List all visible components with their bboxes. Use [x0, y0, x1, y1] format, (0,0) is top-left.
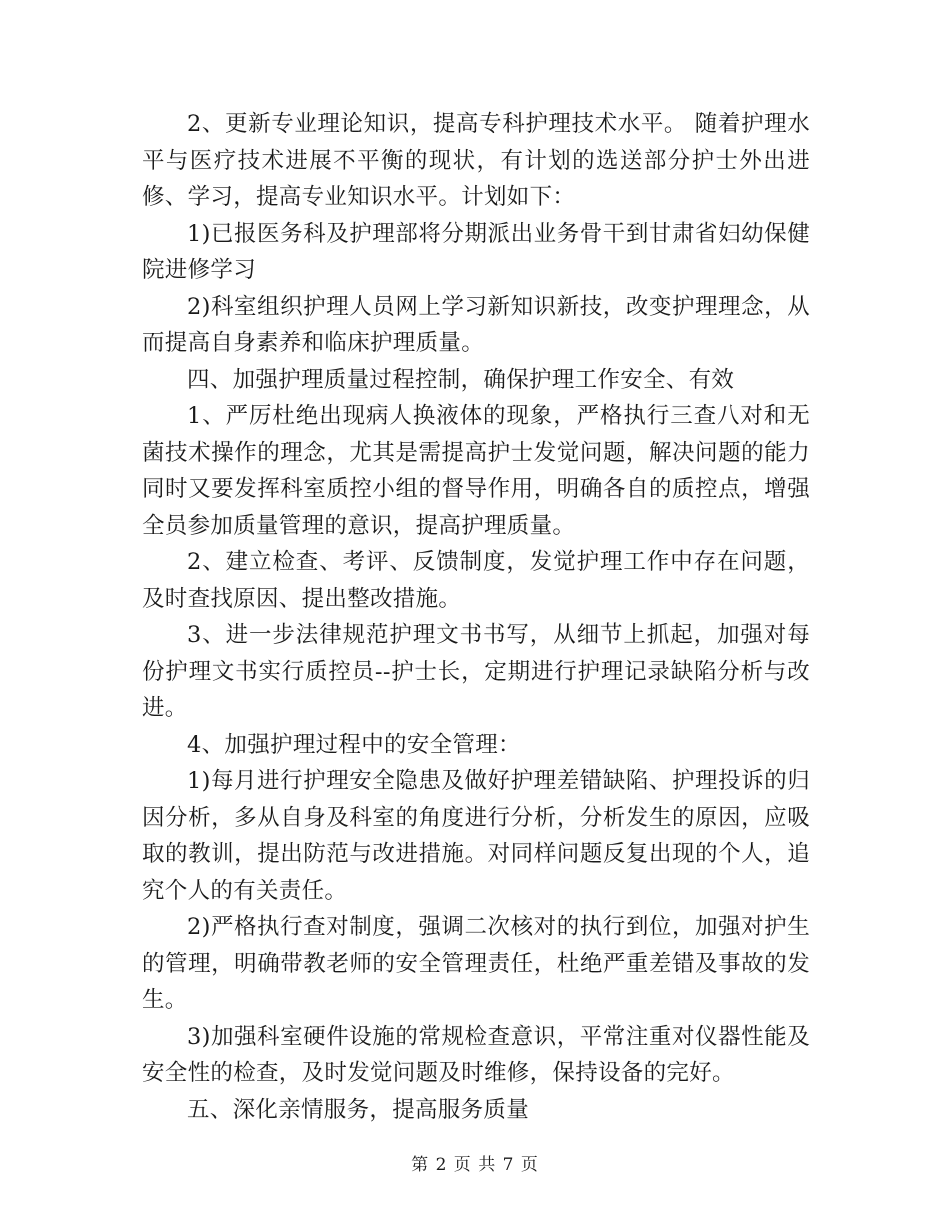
paragraph-plan-item-1: 1)已报医务科及护理部将分期派出业务骨干到甘肃省妇幼保健院进修学习 — [142, 220, 810, 283]
section-heading-quality-control: 四、加强护理质量过程控制，确保护理工作安全、有效 — [187, 366, 735, 393]
paragraph-safety-item-3: 3)加强科室硬件设施的常规检查意识，平常注重对仪器性能及安全性的检查，及时发觉问题及时维修，保持设备的完好。 — [142, 1023, 810, 1086]
paragraph-safety-item-1: 1)每月进行护理安全隐患及做好护理差错缺陷、护理投诉的归因分析，多从自身及科室的角度进行分析，分析发生的原因，应吸取的教训，提出防范与改进措施。对同样问题反复出现的个人，追究个人的有关责任。 — [142, 768, 810, 904]
paragraph-safety-item-2: 2)严格执行查对制度，强调二次核对的执行到位，加强对护生的管理，明确带教老师的安全管理责任，杜绝严重差错及事故的发生。 — [142, 914, 810, 1013]
document-body — [142, 106, 810, 1128]
paragraph-quality-item-2: 2、建立检查、考评、反馈制度，发觉护理工作中存在问题，及时查找原因、提出整改措施。 — [142, 549, 810, 612]
page-footer: 第 2 页 共 7 页 — [411, 1155, 539, 1175]
paragraph-quality-item-1: 1、严厉杜绝出现病人换液体的现象，严格执行三查八对和无菌技术操作的理念，尤其是需提高护士发觉问题，解决问题的能力同时又要发挥科室质控小组的督导作用，明确各自的质控点，增强全员参加质量管理的意识，提高护理质量。 — [142, 403, 810, 539]
paragraph-quality-item-4: 4、加强护理过程中的安全管理： — [187, 731, 521, 758]
paragraph-quality-item-3: 3、进一步法律规范护理文书书写，从细节上抓起，加强对每份护理文书实行质控员--护士长，定期进行护理记录缺陷分析与改进。 — [142, 622, 810, 721]
paragraph-update-knowledge: 2、更新专业理论知识，提高专科护理技术水平。 随着护理水平与医疗技术进展不平衡的现状，有计划的选送部分护士外出进修、学习，提高专业知识水平。计划如下： — [142, 111, 810, 210]
section-heading-service: 五、深化亲情服务，提高服务质量 — [187, 1096, 530, 1123]
paragraph-plan-item-2: 2)科室组织护理人员网上学习新知识新技，改变护理理念，从而提高自身素养和临床护理质量。 — [142, 293, 810, 356]
